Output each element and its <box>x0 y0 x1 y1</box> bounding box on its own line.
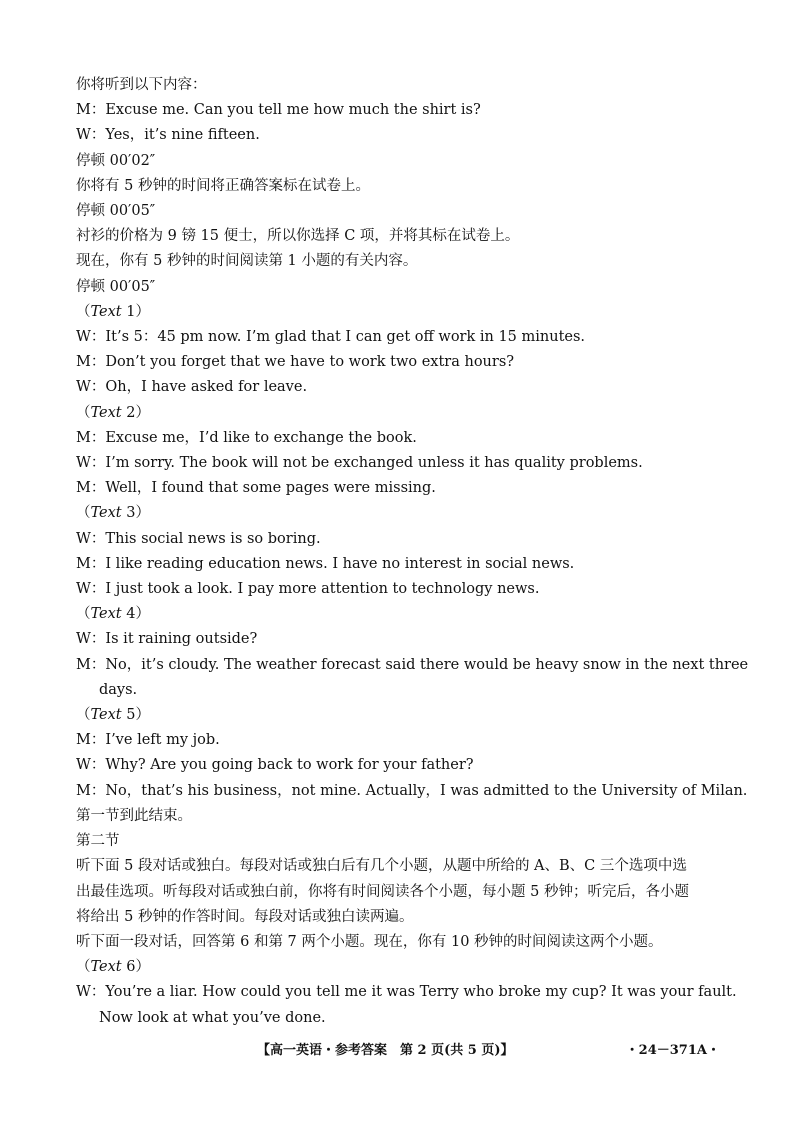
instruction-line: 将给出 5 秒钟的作答时间。每段对话或独白读两遍。 <box>76 908 414 925</box>
text-label: Text <box>90 959 122 976</box>
dialogue-line: M：Excuse me，I’d like to exchange the book. <box>76 429 417 446</box>
dialogue-line: M：No，it’s cloudy. The weather forecast said there would be heavy snow in the next three <box>76 656 749 673</box>
page-footer <box>0 1039 794 1059</box>
dialogue-continuation: Now look at what you’ve done. <box>99 1009 326 1026</box>
dialogue-line: W：Is it raining outside? <box>76 631 258 648</box>
footer-title: 【高一英语・参考答案 第 2 页(共 5 页)】 <box>257 1043 514 1058</box>
dialogue-line: W：Oh，I have asked for leave. <box>76 379 308 396</box>
text-label: Text <box>90 606 122 623</box>
instruction-line: 听下面一段对话，回答第 6 和第 7 两个小题。现在，你有 10 秒钟的时间阅读这两个小题。 <box>76 933 663 950</box>
instruction-line: 衬衫的价格为 9 镑 15 便士，所以你选择 C 项，并将其标在试卷上。 <box>76 228 520 245</box>
footer-code: ・24－371A・ <box>625 1043 720 1058</box>
dialogue-line: M：Don’t you forget that we have to work two extra hours? <box>76 354 515 371</box>
pause-line: 停顿 00′05″ <box>76 278 156 295</box>
text-heading: （Text 1） <box>76 303 150 320</box>
dialogue-line: W：Why? Are you going back to work for your father? <box>76 757 474 774</box>
dialogue-line: W：I’m sorry. The book will not be exchanged unless it has quality problems. <box>76 455 643 472</box>
section-end-line: 第一节到此结束。 <box>76 807 192 824</box>
text-heading: （Text 2） <box>76 404 150 421</box>
text-label: Text <box>90 707 122 724</box>
pause-line: 停顿 00′05″ <box>76 203 156 220</box>
text-heading: （Text 5） <box>76 707 150 724</box>
text-heading: （Text 3） <box>76 505 150 522</box>
dialogue-line: W：This social news is so boring. <box>76 530 321 547</box>
dialogue-line: M：I’ve left my job. <box>76 732 220 749</box>
dialogue-line: W：I just took a look. I pay more attention to technology news. <box>76 581 540 598</box>
dialogue-line: W：It’s 5：45 pm now. I’m glad that I can get off work in 15 minutes. <box>76 329 586 346</box>
instruction-line: 听下面 5 段对话或独白。每段对话或独白后有几个小题，从题中所给的 A、B、C 三个选项中选 <box>76 858 687 875</box>
text-label: Text <box>90 303 122 320</box>
dialogue-line: W：You’re a liar. How could you tell me it was Terry who broke my cup? It was your fault. <box>76 984 737 1001</box>
dialogue-line: M：Excuse me. Can you tell me how much the shirt is? <box>76 102 481 119</box>
text-heading: （Text 6） <box>76 959 150 976</box>
transcript-body <box>76 73 749 1031</box>
dialogue-continuation: days. <box>99 681 138 698</box>
text-heading: （Text 4） <box>76 606 150 623</box>
text-label: Text <box>90 505 122 522</box>
instruction-line: 现在，你有 5 秒钟的时间阅读第 1 小题的有关内容。 <box>76 253 418 270</box>
instruction-line: 你将有 5 秒钟的时间将正确答案标在试卷上。 <box>76 177 370 194</box>
dialogue-line: M：Well，I found that some pages were missing. <box>76 480 436 497</box>
instruction-line: 出最佳选项。听每段对话或独白前，你将有时间阅读各个小题，每小题 5 秒钟；听完后，各小题 <box>76 883 689 900</box>
intro-line: 你将听到以下内容： <box>76 77 207 93</box>
text-label: Text <box>90 404 122 421</box>
dialogue-line: M：No，that’s his business，not mine. Actually，I was admitted to the University of Milan. <box>76 782 748 799</box>
dialogue-line: W：Yes，it’s nine fifteen. <box>76 127 260 144</box>
pause-line: 停顿 00′02″ <box>76 152 156 169</box>
section-heading: 第二节 <box>76 833 120 850</box>
dialogue-line: M：I like reading education news. I have no interest in social news. <box>76 555 575 572</box>
